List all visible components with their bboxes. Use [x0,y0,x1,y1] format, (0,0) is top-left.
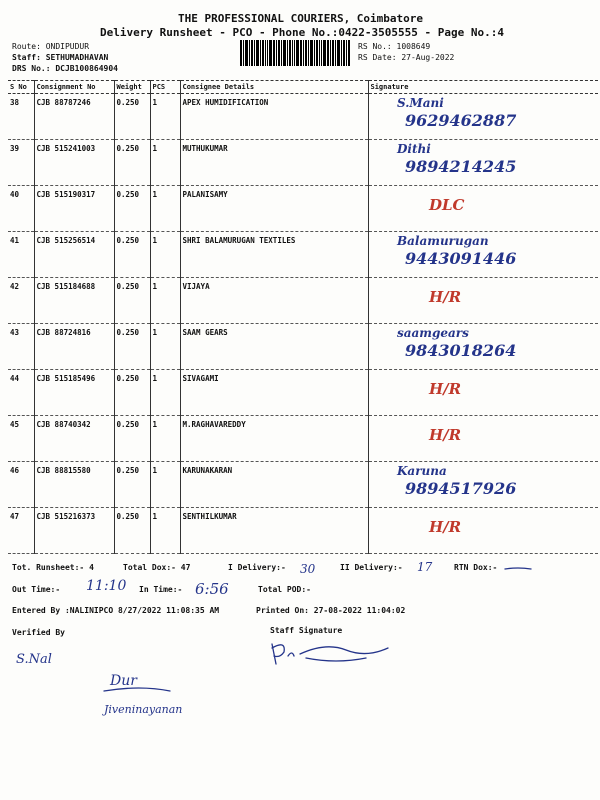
cell-consignee: SHRI BALAMURUGAN TEXTILES [180,232,368,278]
staff-signature-scribble [266,636,396,670]
verified-by-label: Verified By [12,628,65,637]
verifier-signature [14,643,94,673]
signature-name: S.Mani [396,96,444,110]
cell-signature [368,186,598,232]
route-label: Route: ONDIPUDUR [12,42,90,51]
handwritten-signature [369,92,595,136]
cell-weight: 0.250 [114,370,150,416]
cell-sno: 43 [8,324,34,370]
table-row [8,94,598,140]
cell-weight: 0.250 [114,186,150,232]
table-row [8,416,598,462]
cell-consignee: MUTHUKUMAR [180,140,368,186]
ii-delivery-handwritten: 17 [417,560,433,574]
signature-name: Karuna [396,464,447,478]
table-row [8,370,598,416]
cell-pcs: 1 [150,278,180,324]
handwritten-signature [369,368,595,412]
i-delivery: I Delivery:- [228,563,286,572]
cell-signature [368,232,598,278]
cell-pcs: 1 [150,416,180,462]
delivery-status-note: H/R [428,288,461,306]
cell-sno: 46 [8,462,34,508]
cell-weight: 0.250 [114,94,150,140]
cell-consignee: APEX HUMIDIFICATION [180,94,368,140]
runsheet-table [8,80,598,554]
handwritten-signature [369,230,595,274]
cell-consignee: M.RAGHAVAREDDY [180,416,368,462]
signature-phone: 9894517926 [404,479,516,498]
cell-consignment-no: CJB 88740342 [34,416,114,462]
cell-pcs: 1 [150,324,180,370]
table-row [8,232,598,278]
cell-signature [368,94,598,140]
cell-consignment-no: CJB 515184688 [34,278,114,324]
cell-signature [368,370,598,416]
table-row [8,324,598,370]
signature-phone: 9894214245 [404,157,516,176]
handwritten-signature [369,322,595,366]
cell-consignee: SIVAGAMI [180,370,368,416]
signature-phone: 9629462887 [404,111,516,130]
cell-weight: 0.250 [114,232,150,278]
rs-date: RS Date: 27-Aug-2022 [358,53,455,62]
handwritten-signature [369,276,595,320]
col-sno: S No [8,81,34,94]
cell-pcs: 1 [150,94,180,140]
out-time-handwritten: 11:10 [86,578,127,594]
handwritten-signature [369,138,595,182]
cell-pcs: 1 [150,462,180,508]
cell-sno: 38 [8,94,34,140]
cell-signature [368,278,598,324]
col-consignment: Consignment No [34,81,114,94]
printed-on: Printed On: 27-08-2022 11:04:02 [256,606,406,615]
col-weight: Weight [114,81,150,94]
col-consignee: Consignee Details [180,81,368,94]
cell-sno: 45 [8,416,34,462]
rs-number: RS No.: 1008649 [358,42,431,51]
ii-delivery: II Delivery:- [340,563,403,572]
signature-phone: 9843018264 [404,341,516,360]
cell-pcs: 1 [150,140,180,186]
cell-sno: 40 [8,186,34,232]
delivery-status-note: H/R [428,380,461,398]
bottom-signature [100,665,260,725]
handwritten-signature [369,460,595,504]
staff-label: Staff: SETHUMADHAVAN [12,53,109,62]
cell-consignment-no: CJB 88815580 [34,462,114,508]
table-row [8,186,598,232]
in-time: In Time:- [139,585,183,594]
total-dox: Total Dox:- 47 [123,563,191,572]
cell-signature [368,462,598,508]
cell-sno: 41 [8,232,34,278]
table-row [8,462,598,508]
cell-consignment-no: CJB 88787246 [34,94,114,140]
cell-sno: 42 [8,278,34,324]
cell-consignment-no: CJB 515185496 [34,370,114,416]
delivery-status-note: H/R [428,518,461,536]
staff-signature-label: Staff Signature [270,626,343,635]
cell-consignee: PALANISAMY [180,186,368,232]
signature-phone: 9443091446 [404,249,516,268]
cell-weight: 0.250 [114,278,150,324]
out-time: Out Time:- [12,585,61,594]
i-delivery-handwritten: 30 [300,562,316,576]
total-pod: Total POD:- [258,585,311,594]
cell-pcs: 1 [150,232,180,278]
cell-weight: 0.250 [114,324,150,370]
cell-sno: 44 [8,370,34,416]
table-row [8,508,598,554]
cell-signature [368,324,598,370]
company-title: THE PROFESSIONAL COURIERS, Coimbatore [178,12,424,25]
cell-pcs: 1 [150,508,180,554]
bottom-signature-line2: Jiveninayanan [104,703,183,716]
cell-sno: 47 [8,508,34,554]
verifier-signature-text: S.Nal [16,652,52,667]
cell-consignment-no: CJB 88724816 [34,324,114,370]
signature-name: Dithi [396,142,431,156]
delivery-status-note: DLC [428,196,464,214]
runsheet-subtitle: Delivery Runsheet - PCO - Phone No.:0422-3505555 - Page No.:4 [100,26,504,39]
handwritten-signature [369,184,595,228]
handwritten-signature [369,414,595,458]
cell-pcs: 1 [150,186,180,232]
cell-weight: 0.250 [114,508,150,554]
entered-by: Entered By :NALINIPCO 8/27/2022 11:08:35 AM [12,606,220,615]
tot-runsheet: Tot. Runsheet:- 4 [12,563,94,572]
cell-consignment-no: CJB 515190317 [34,186,114,232]
delivery-status-note: H/R [428,426,461,444]
cell-weight: 0.250 [114,140,150,186]
cell-consignee: SENTHILKUMAR [180,508,368,554]
cell-consignment-no: CJB 515216373 [34,508,114,554]
cell-consignment-no: CJB 515241003 [34,140,114,186]
cell-signature [368,416,598,462]
bottom-signature-line1: Dur [110,673,137,689]
handwritten-signature [369,506,595,550]
drs-number: DRS No.: DCJB100864904 [12,64,118,73]
cell-weight: 0.250 [114,462,150,508]
barcode-image [240,40,350,66]
cell-consignment-no: CJB 515256514 [34,232,114,278]
rtn-dox-dash [503,566,533,572]
cell-weight: 0.250 [114,416,150,462]
cell-consignee: VIJAYA [180,278,368,324]
rtn-dox: RTN Dox:- [454,563,498,572]
table-row [8,140,598,186]
in-time-handwritten: 6:56 [195,580,229,598]
cell-signature [368,508,598,554]
col-signature: Signature [368,81,598,94]
table-row [8,278,598,324]
signature-name: saamgears [396,326,469,340]
cell-consignee: SAAM GEARS [180,324,368,370]
cell-sno: 39 [8,140,34,186]
signature-name: Balamurugan [396,234,489,248]
col-pcs: PCS [150,81,180,94]
cell-consignee: KARUNAKARAN [180,462,368,508]
cell-pcs: 1 [150,370,180,416]
cell-signature [368,140,598,186]
